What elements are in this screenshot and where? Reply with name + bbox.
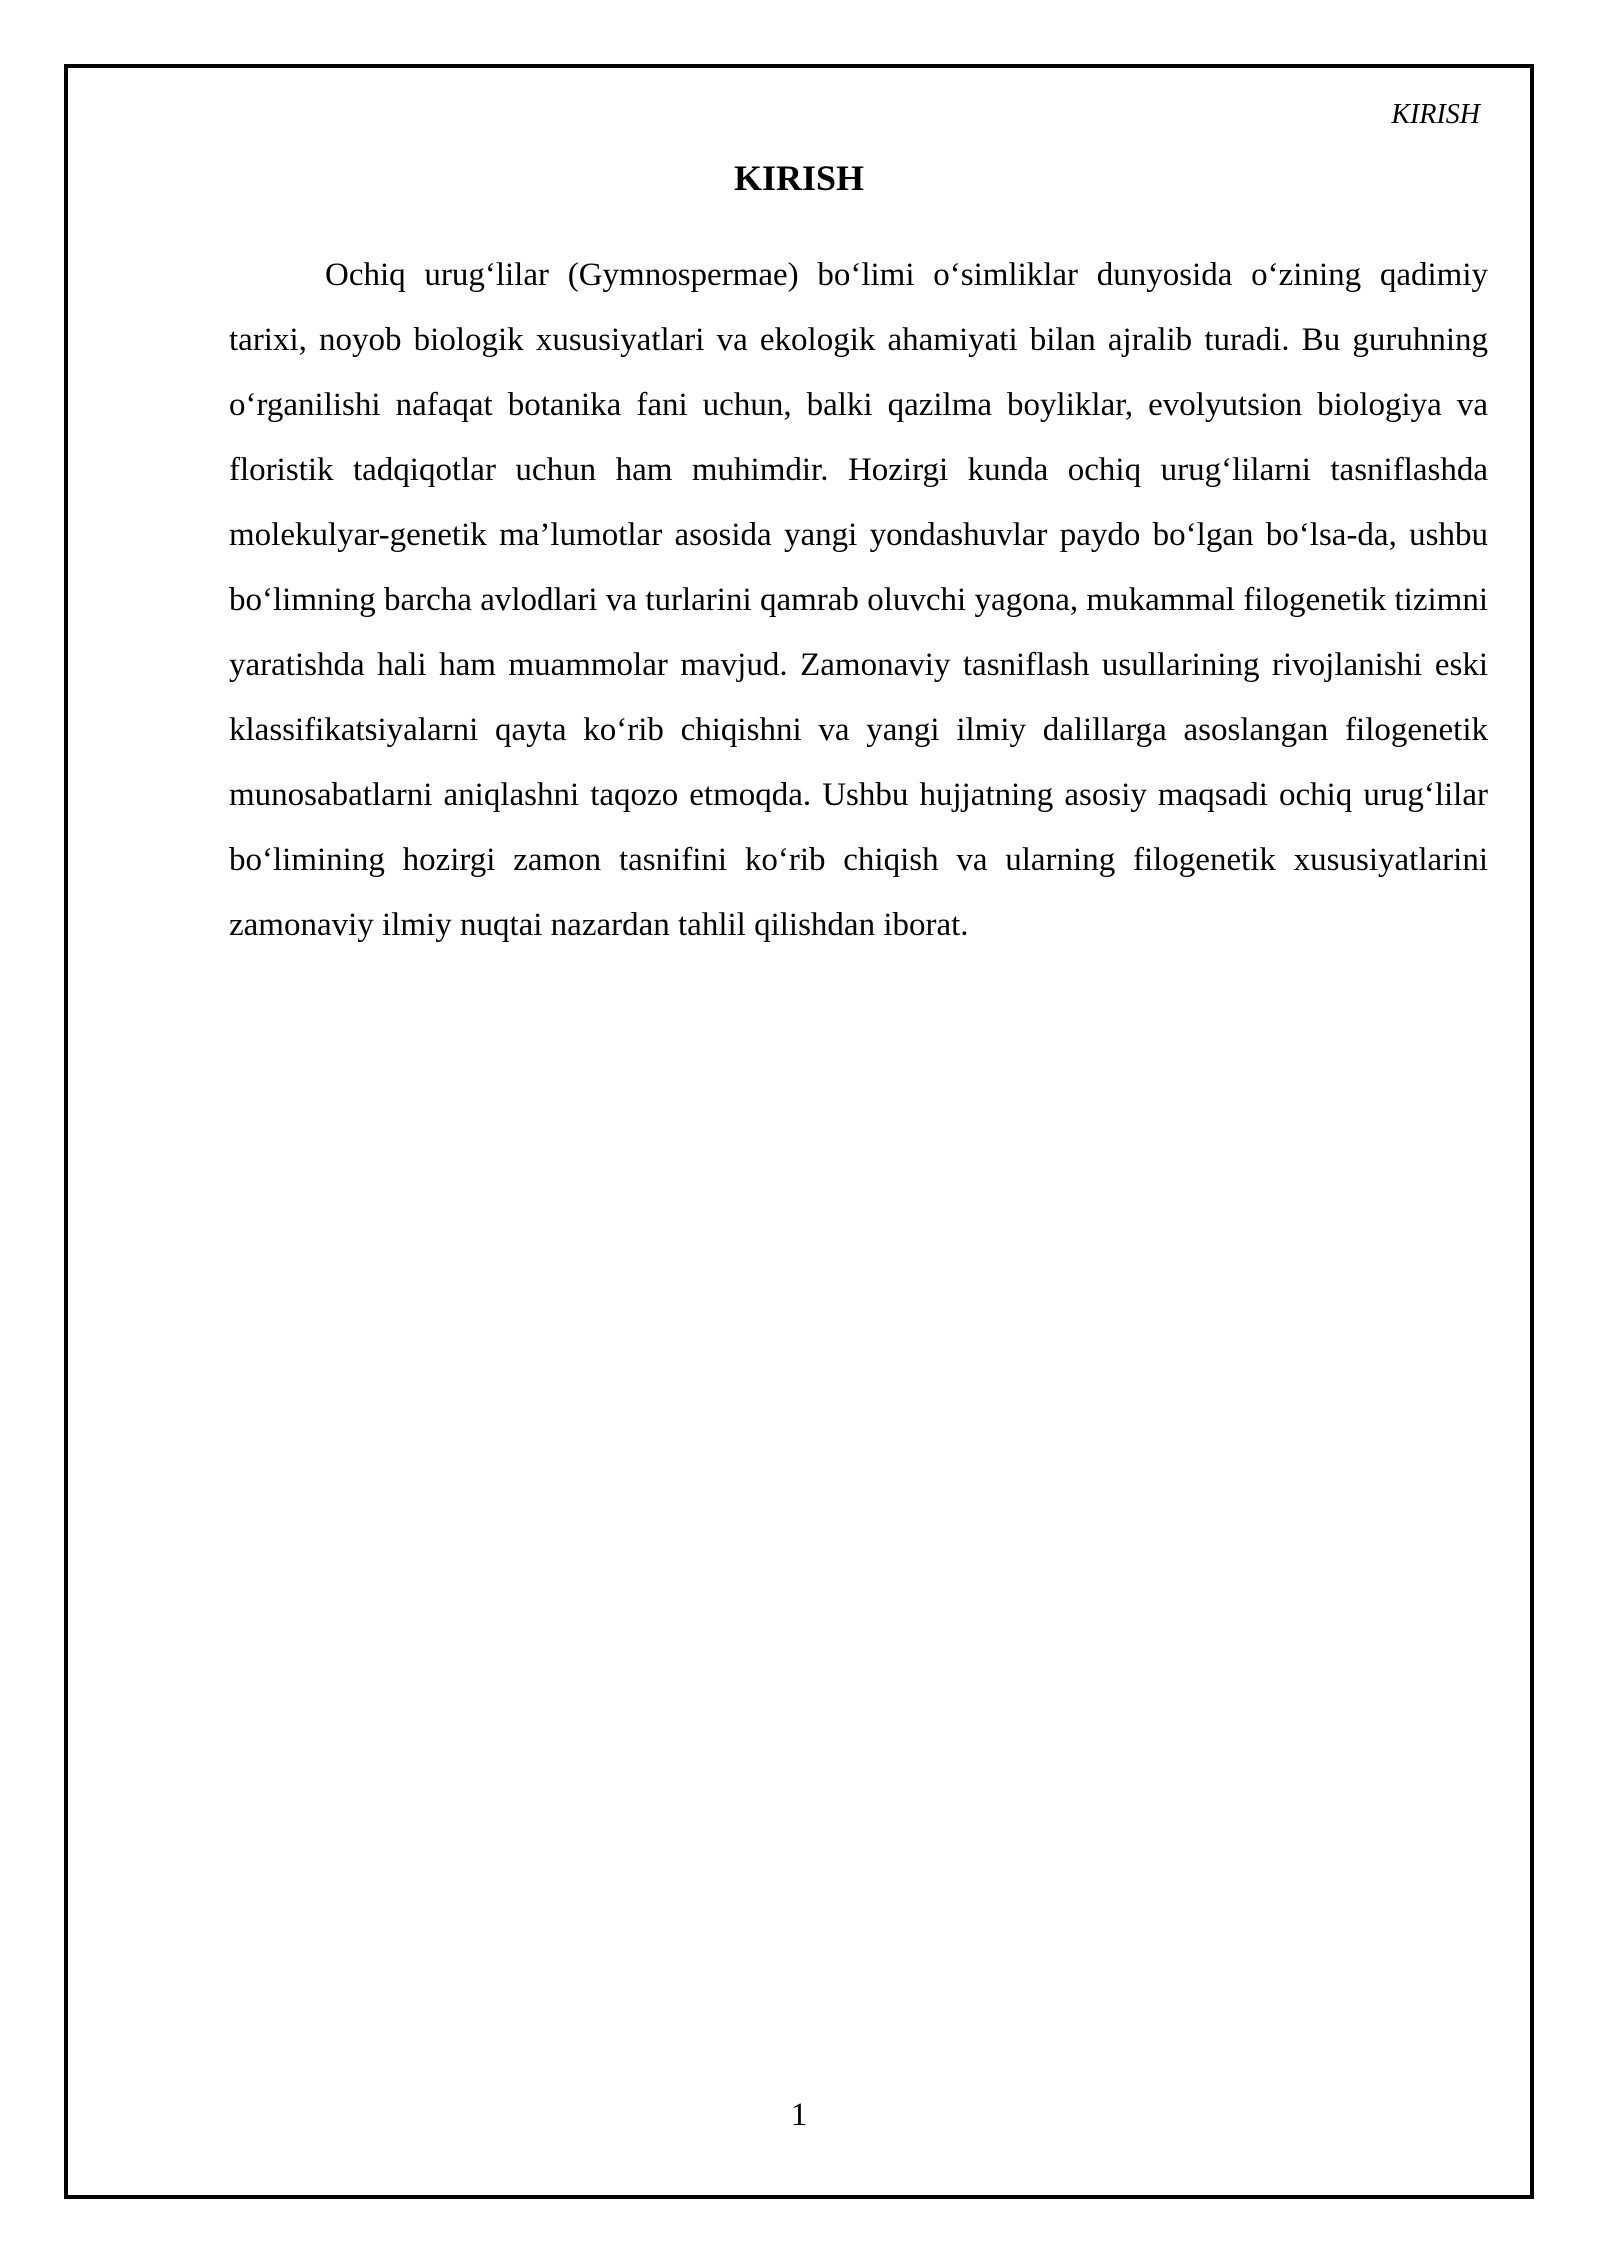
page-frame bbox=[64, 64, 1534, 2199]
running-header: KIRISH bbox=[1391, 99, 1480, 130]
page-title: KIRISH bbox=[733, 158, 865, 198]
body-paragraph: Ochiq urug‘lilar (Gymnospermae) bo‘limi o‘simliklar dunyosida o‘zining qadimiy tarixi, noyob biologik xususiyatlari va ekologik ahamiyati bilan ajralib turadi. Bu guruhning o‘rganilishi nafaqat botanika fani uchun, balki qazilma boyliklar, evolyutsion biologiya va floristik tadqiqotlar uchun ham muhimdir. Hozirgi kunda ochiq urug‘lilarni tasniflashda molekulyar-genetik ma’lumotlar asosida yangi yondashuvlar paydo bo‘lgan bo‘lsa-da, ushbu bo‘limning barcha avlodlari va turlarini qamrab oluvchi yagona, mukammal filogenetik tizimni yaratishda hali ham muammolar mavjud. Zamonaviy tasniflash usullarining rivojlanishi eski klassifikatsiyalarni qayta ko‘rib chiqishni va yangi ilmiy dalillarga asoslangan filogenetik munosabatlarni aniqlashni taqozo etmoqda. Ushbu hujjatning asosiy maqsadi ochiq urug‘lilar bo‘limining hozirgi zamon tasnifini ko‘rib chiqish va ularning filogenetik xususiyatlarini zamonaviy ilmiy nuqtai nazardan tahlil qilishdan iborat. bbox=[229, 257, 1488, 943]
page-number: 1 bbox=[790, 2097, 808, 2133]
